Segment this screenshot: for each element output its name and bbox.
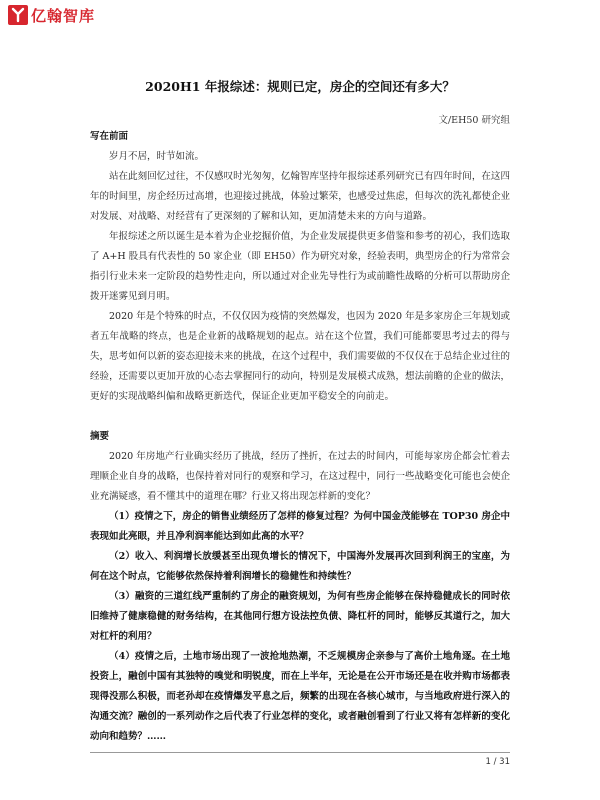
preface-paragraph: 年报综述之所以诞生是本着为企业挖掘价值，为企业发展提供更多借鉴和参考的初心，我们选取了 A+H 股具有代表性的 50 家企业（即 EH50）作为研究对象，经验表明，典型房企的行为常常会指引行业未来一定阶段的趋势性走向，所以通过对企业先导性行为或前瞻性战略的分析可以帮助房企拨开迷雾见到月明。 xyxy=(90,231,510,302)
preface-paragraph: 岁月不居，时节如流。 xyxy=(109,151,205,162)
summary-question: （1）疫情之下，房企的销售业绩经历了怎样的修复过程？为何中国金茂能够在 TOP30 房企中表现如此亮眼，并且净利润率能达到如此高的水平？ xyxy=(90,511,510,542)
logo xyxy=(8,4,95,26)
page-footer xyxy=(90,752,510,767)
logo-text: 亿翰智库 xyxy=(31,6,96,25)
summary-question: （2）收入、利润增长放缓甚至出现负增长的情况下，中国海外发展再次回到利润王的宝座，为何在这个时点，它能够依然保持着利润增长的稳健性和持续性？ xyxy=(90,551,510,582)
summary-heading: 摘要 xyxy=(90,431,110,442)
summary-question: （3）融资的三道红线严重制约了房企的融资规划，为何有些房企能够在保持稳健成长的同时依旧维持了健康稳健的财务结构，在其他同行想方设法控负债、降杠杆的同时，能够反其道行之，加大对杠杆的利用？ xyxy=(90,591,510,642)
document-body xyxy=(90,127,510,747)
preface-paragraph: 站在此刻回忆过往，不仅感叹时光匆匆，亿翰智库坚持年报综述系列研究已有四年时间，在这四年的时间里，房企经历过高增，也迎接过挑战，体验过繁荣，也感受过焦虑，但每次的洗礼都使企业对发展、对战略、对经营有了更深刻的了解和认知，更加清楚未来的方向与道路。 xyxy=(90,171,510,222)
logo-mark-icon xyxy=(8,5,28,25)
preface-paragraph: 2020 年是个特殊的时点，不仅仅因为疫情的突然爆发，也因为 2020 年是多家房企三年规划或者五年战略的终点，也是企业新的战略规划的起点。站在这个位置，我们可能都要思考过去的得与失，思考如何以新的姿态迎接未来的挑战，在这个过程中，我们需要做的不仅仅在于总结企业过往的经验，还需要以更加开放的心态去掌握同行的动向，特别是发展模式成熟，想法前瞻的企业的做法，更好的实现战略纠偏和战略更新迭代，保证企业更加平稳安全的向前走。 xyxy=(90,311,510,402)
page-number: 1 / 31 xyxy=(485,757,510,767)
summary-question: （4）疫情之后，土地市场出现了一波抢地热潮，不乏规模房企亲参与了高价土地角逐。在土地投资上，融创中国有其独特的嗅觉和明锐度，而在上半年，无论是在公开市场还是在收并购市场都表现得没那么积极，而老孙却在疫情爆发平息之后，频繁的出现在各核心城市，与当地政府进行深入的沟通交流？融创的一系列动作之后代表了行业怎样的变化，或者融创看到了行业又将有怎样新的变化动向和趋势？…… xyxy=(90,651,510,742)
preface-heading: 写在前面 xyxy=(90,131,129,142)
summary-intro: 2020 年房地产行业确实经历了挑战，经历了挫折，在过去的时间内，可能每家房企都会忙着去理顺企业自身的战略，也保持着对同行的观察和学习，在这过程中，同行一些战略变化可能也会使企业充满疑惑，看不懂其中的道理在哪？行业又将出现怎样新的变化？ xyxy=(90,451,510,502)
document-title: 2020H1 年报综述：规则已定，房企的空间还有多大？ xyxy=(145,79,455,94)
byline: 文/EH50 研究组 xyxy=(438,115,510,126)
